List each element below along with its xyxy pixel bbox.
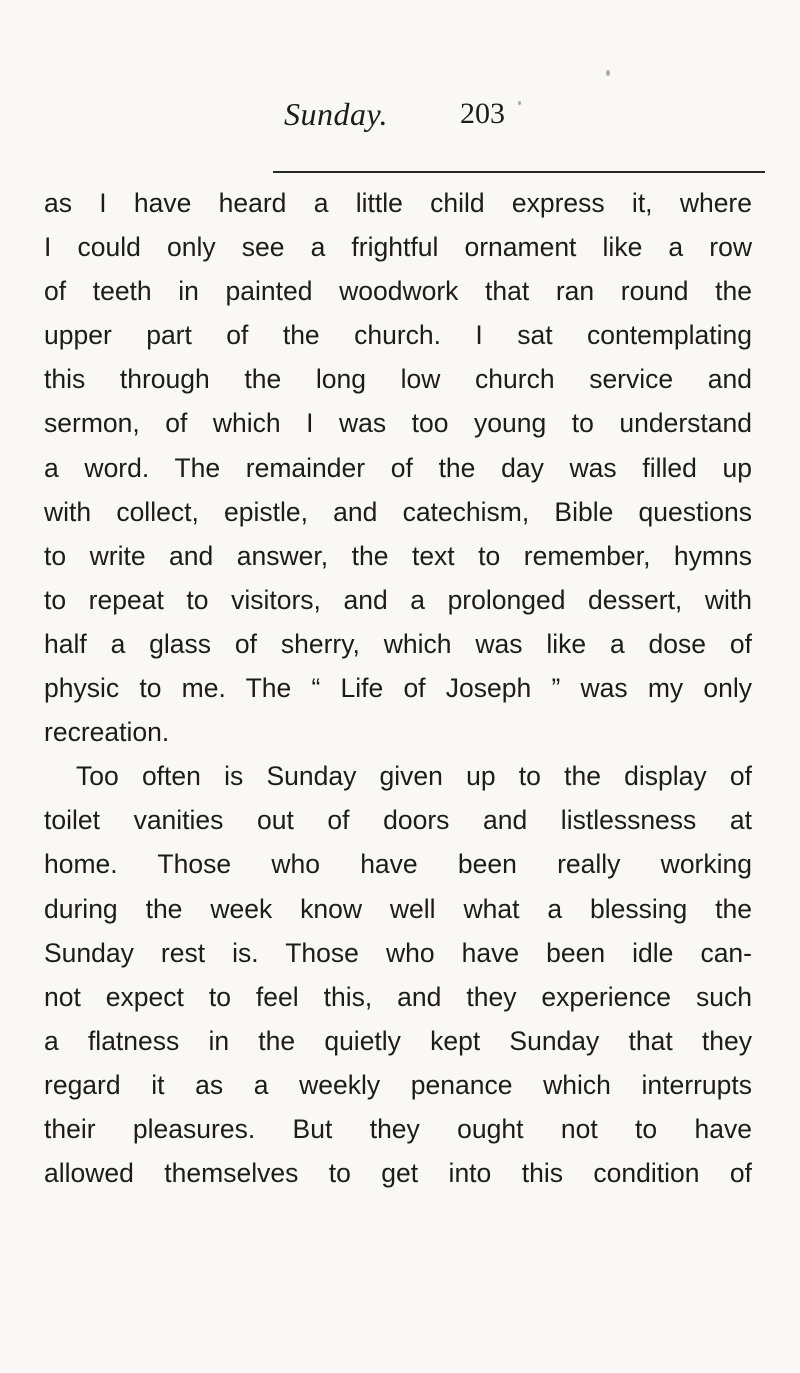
text-line: of teeth in painted woodwork that ran round the [44, 276, 752, 307]
text-line: I could only see a frightful ornament like a row [44, 232, 752, 263]
text-line: recreation. [44, 717, 170, 748]
text-line: Sunday rest is. Those who have been idle can- [44, 937, 752, 968]
text-line: allowed themselves to get into this condition of [44, 1158, 752, 1189]
text-line: not expect to feel this, and they experience such [44, 981, 752, 1012]
text-line: upper part of the church. I sat contemplating [44, 320, 752, 351]
text-line: a word. The remainder of the day was filled up [44, 452, 752, 483]
paragraph [44, 754, 752, 1195]
page-number: 203 [460, 97, 505, 130]
paragraph [44, 181, 752, 754]
running-header [272, 96, 752, 148]
text-line: toilet vanities out of doors and listlessness at [44, 805, 752, 836]
text-line: to write and answer, the text to remember, hymns [44, 540, 752, 571]
text-line: a flatness in the quietly kept Sunday that they [44, 1025, 752, 1056]
text-line: this through the long low church service and [44, 364, 752, 395]
text-line: their pleasures. But they ought not to have [44, 1113, 752, 1144]
header-rule [273, 171, 765, 173]
text-line: physic to me. The “ Life of Joseph ” was my only [44, 673, 752, 704]
text-line: as I have heard a little child express it, where [44, 188, 752, 218]
running-title: Sunday. [284, 96, 388, 132]
text-line: during the week know well what a blessing the [44, 893, 752, 924]
text-line: half a glass of sherry, which was like a dose of [44, 628, 752, 659]
text-line: home. Those who have been really working [44, 849, 752, 880]
text-line: Too often is Sunday given up to the display of [76, 761, 752, 792]
ink-speck [606, 70, 610, 76]
text-line: sermon, of which I was too young to understand [44, 408, 752, 439]
text-line: to repeat to visitors, and a prolonged dessert, with [44, 584, 752, 615]
body-text [44, 181, 752, 1195]
text-line: with collect, epistle, and catechism, Bible questions [44, 496, 752, 527]
text-line: regard it as a weekly penance which interrupts [44, 1069, 752, 1100]
